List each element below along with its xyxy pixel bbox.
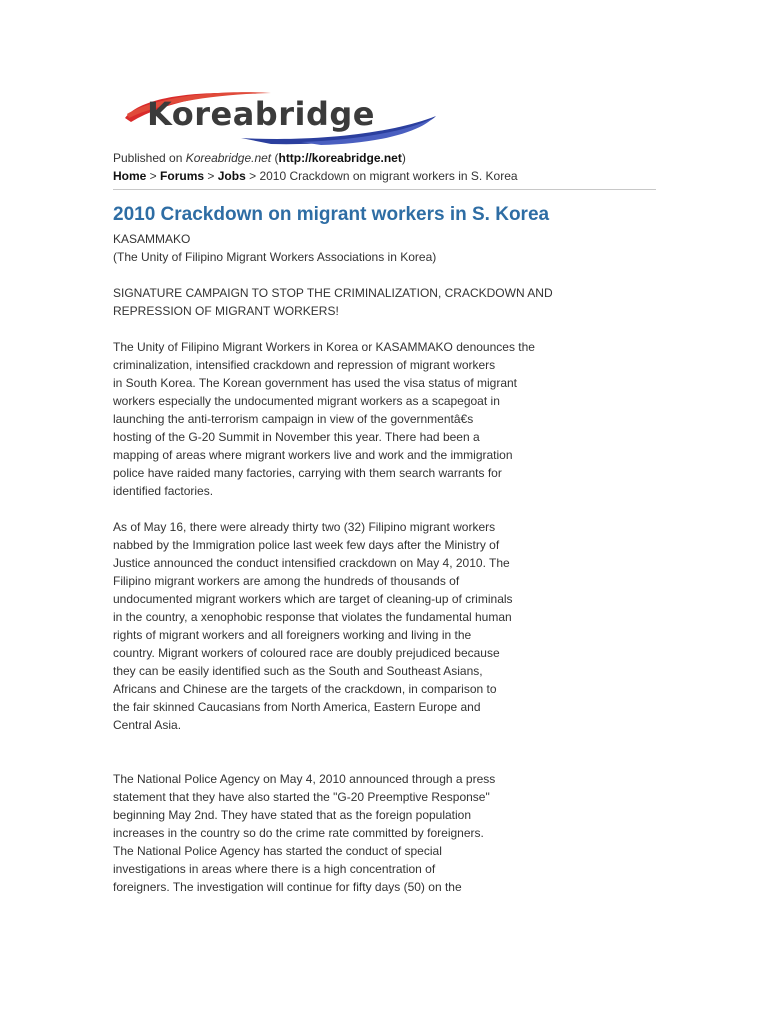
text-line: they can be easily identified such as the South and Southeast Asians,	[113, 664, 483, 678]
article-author	[113, 230, 658, 266]
text-line: undocumented migrant workers which are target of cleaning-up of criminals	[113, 592, 513, 606]
site-name: Koreabridge.net	[185, 151, 272, 165]
text-line: increases in the country so do the crime rate committed by foreigners.	[113, 826, 484, 840]
paragraph-2	[113, 518, 658, 734]
published-close-paren: )	[401, 151, 406, 165]
text-line: mapping of areas where migrant workers live and work and the immigration	[113, 448, 513, 462]
text-line: in South Korea. The Korean government has used the visa status of migrant	[113, 376, 518, 390]
breadcrumb-separator: >	[245, 169, 260, 183]
author-name: KASAMMAKO	[113, 232, 191, 246]
text-line: in the country, a xenophobic response that violates the fundamental human	[113, 610, 512, 624]
text-line: identified factories.	[113, 484, 214, 498]
text-line: REPRESSION OF MIGRANT WORKERS!	[113, 304, 339, 318]
text-line: Filipino migrant workers are among the hundreds of thousands of	[113, 574, 460, 588]
text-line: The Unity of Filipino Migrant Workers in Korea or KASAMMAKO denounces the	[113, 340, 535, 354]
text-line: nabbed by the Immigration police last week few days after the Ministry of	[113, 538, 500, 552]
header-divider	[113, 189, 656, 190]
text-line: statement that they have also started the "G-20 Preemptive Response"	[113, 790, 490, 804]
published-prefix: Published on	[113, 151, 186, 165]
text-line: As of May 16, there were already thirty two (32) Filipino migrant workers	[113, 520, 496, 534]
text-line: foreigners. The investigation will continue for fifty days (50) on the	[113, 880, 462, 894]
breadcrumb-home-link[interactable]: Home	[113, 169, 147, 183]
text-line: investigations in areas where there is a high concentration of	[113, 862, 436, 876]
paragraph-3	[113, 770, 658, 896]
text-line: beginning May 2nd. They have stated that as the foreign population	[113, 808, 472, 822]
text-line: Africans and Chinese are the targets of the crackdown, in comparison to	[113, 682, 497, 696]
site-url-link[interactable]: http://koreabridge.net	[278, 151, 402, 165]
breadcrumb-separator: >	[146, 169, 161, 183]
text-line: criminalization, intensified crackdown and repression of migrant workers	[113, 358, 496, 372]
paragraph-1	[113, 338, 658, 500]
text-line: SIGNATURE CAMPAIGN TO STOP THE CRIMINALIZATION, CRACKDOWN AND	[113, 286, 553, 300]
article-title: 2010 Crackdown on migrant workers in S. Korea	[113, 204, 550, 225]
text-line: hosting of the G-20 Summit in November this year. There had been a	[113, 430, 480, 444]
breadcrumb-forums-link[interactable]: Forums	[160, 169, 205, 183]
campaign-heading	[113, 284, 658, 320]
text-line: workers especially the undocumented migrant workers as a scapegoat in	[113, 394, 500, 408]
breadcrumb-separator: >	[204, 169, 218, 183]
logo-wordmark: Koreabridge	[147, 95, 375, 133]
text-line: Justice announced the conduct intensified crackdown on May 4, 2010. The	[113, 556, 510, 570]
breadcrumb	[113, 167, 658, 185]
text-line: The National Police Agency on May 4, 2010 announced through a press	[113, 772, 496, 786]
published-on-line	[113, 149, 658, 167]
text-line: police have raided many factories, carrying with them search warrants for	[113, 466, 502, 480]
koreabridge-logo[interactable]	[121, 88, 441, 146]
text-line: Central Asia.	[113, 718, 182, 732]
breadcrumb-current: 2010 Crackdown on migrant workers in S. Korea	[259, 169, 518, 183]
text-line: the fair skinned Caucasians from North America, Eastern Europe and	[113, 700, 481, 714]
published-open-paren: (	[271, 151, 279, 165]
text-line: country. Migrant workers of coloured race are doubly prejudiced because	[113, 646, 500, 660]
author-organization: (The Unity of Filipino Migrant Workers Associations in Korea)	[113, 250, 437, 264]
document-page	[113, 88, 658, 896]
text-line: launching the anti-terrorism campaign in view of the governmentâ€s	[113, 412, 474, 426]
text-line: The National Police Agency has started the conduct of special	[113, 844, 442, 858]
breadcrumb-jobs-link[interactable]: Jobs	[217, 169, 246, 183]
text-line: rights of migrant workers and all foreigners working and living in the	[113, 628, 472, 642]
